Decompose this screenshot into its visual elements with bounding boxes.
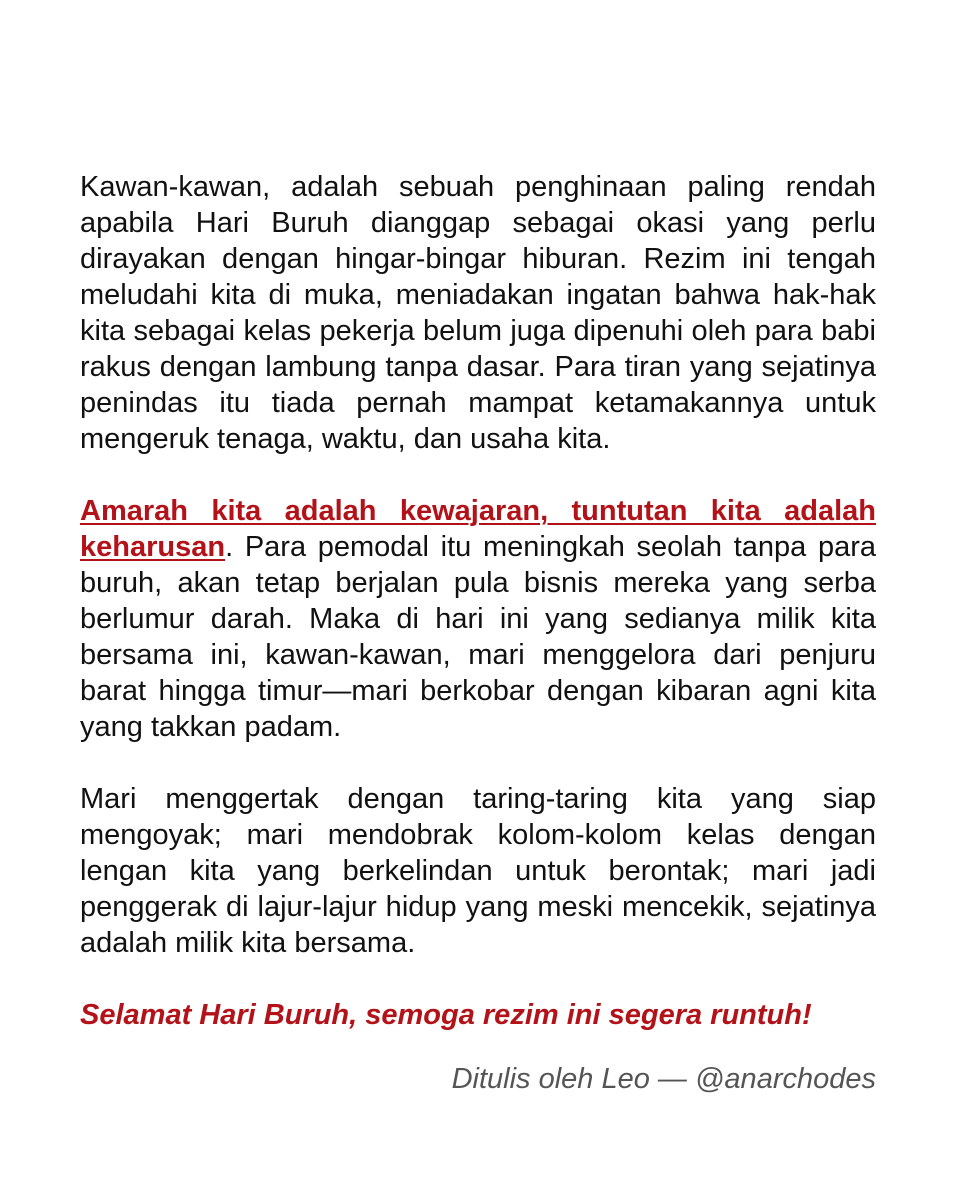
closing-slogan: Selamat Hari Buruh, semoga rezim ini segera runtuh! [80, 999, 812, 1031]
author-signature: Ditulis oleh Leo — @anarchodes [451, 1063, 876, 1095]
paragraph-2-body: . Para pemodal itu meningkah seolah tanpa para buruh, akan tetap berjalan pula bisnis mereka yang serba berlumur darah. Maka di hari ini yang sedianya milik kita bersama ini, kawan-kawan, mari menggelora dari penjuru barat hingga timur—mari berkobar dengan kibaran agni kita yang takkan padam. [80, 531, 876, 743]
paragraph-1: Kawan-kawan, adalah sebuah penghinaan paling rendah apabila Hari Buruh dianggap sebagai okasi yang perlu dirayakan dengan hingar-bingar hiburan. Rezim ini tengah meludahi kita di muka, meniadakan ingatan bahwa hak-hak kita sebagai kelas pekerja belum juga dipenuhi oleh para babi rakus dengan lambung tanpa dasar. Para tiran yang sejatinya penindas itu tiada pernah mampat ketamakannya untuk mengeruk tenaga, waktu, dan usaha kita. [80, 171, 876, 455]
highlighted-statement: Amarah kita adalah kewajaran, tuntutan kita adalah keharusan [80, 495, 876, 563]
paragraph-3: Mari menggertak dengan taring-taring kita yang siap mengoyak; mari mendobrak kolom-kolom kelas dengan lengan kita yang berkelindan untuk berontak; mari jadi penggerak di lajur-lajur hidup yang meski mencekik, sejatinya adalah milik kita bersama. [80, 783, 876, 959]
paragraph-2 [80, 493, 876, 745]
